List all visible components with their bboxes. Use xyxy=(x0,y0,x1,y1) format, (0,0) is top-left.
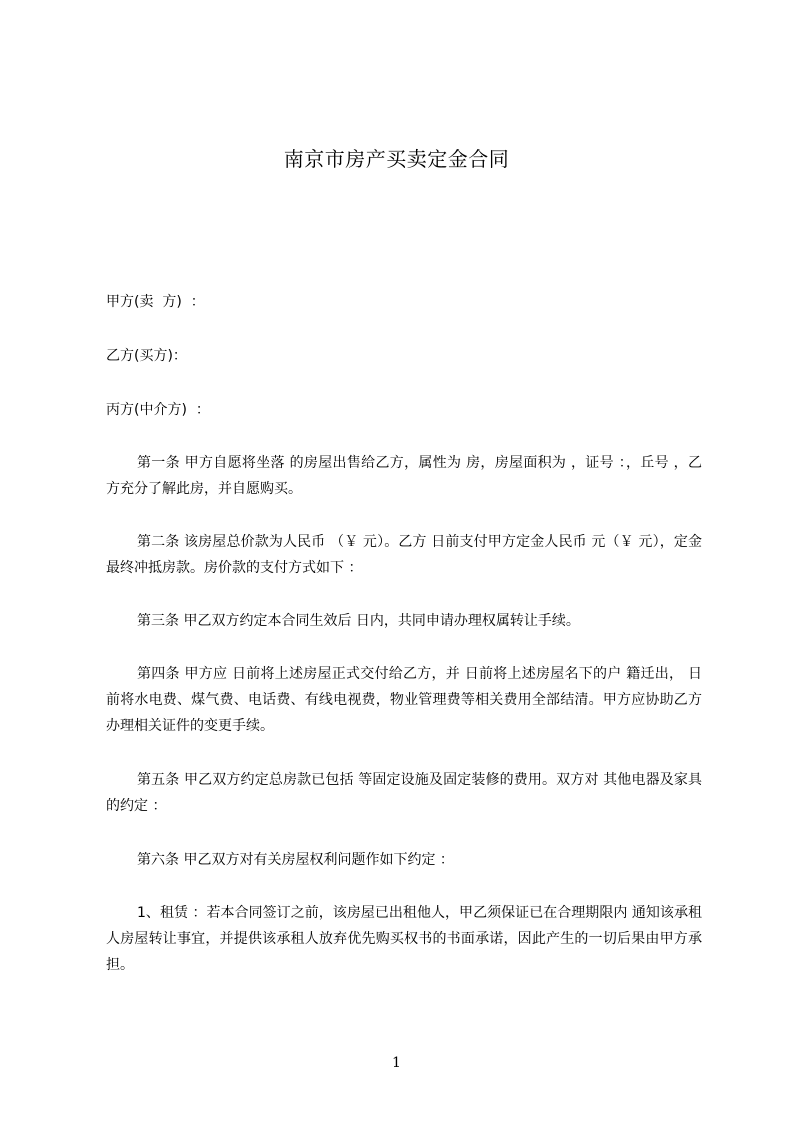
clause-4: 第四条 甲方应 日前将上述房屋正式交付给乙方，并 日前将上述房屋名下的户 籍迁出， 日前将水电费、煤气费、电话费、有线电视费，物业管理费等相关费用全部结清。甲方应协助乙方办理相关证件的变更手续。 xyxy=(106,666,702,734)
document-title: 南京市房产买卖定金合同 xyxy=(283,147,510,171)
party-seller: 甲方(卖 方) ： xyxy=(106,294,205,310)
party-buyer: 乙方(买方)： xyxy=(106,348,187,364)
clause-6: 第六条 甲乙双方对有关房屋权利问题作如下约定 ： xyxy=(137,852,454,868)
clause-6-item-1: 1、租赁 ：若本合同签订之前，该房屋已出租他人，甲乙须保证已在合理期限内 通知该承租人房屋转让事宜，并提供该承租人放弃优先购买权书的书面承诺，因此产生的一切后果由甲方承担。 xyxy=(106,905,702,973)
clause-1: 第一条 甲方自愿将坐落 的房屋出售给乙方，属性为 房，房屋面积为 ，证号 ：，丘号 ，乙方充分了解此房，并自愿购买。 xyxy=(106,455,702,497)
page-number: 1 xyxy=(392,1055,401,1071)
clause-5: 第五条 甲乙双方约定总房款已包括 等固定设施及固定装修的费用。双方对 其他电器及家具的约定 ： xyxy=(106,772,702,814)
clause-2: 第二条 该房屋总价款为人民币 （￥ 元）。乙方 日前支付甲方定金人民币 元（￥ 元），定金最终冲抵房款。房价款的支付方式如下 ： xyxy=(106,534,702,576)
party-agent: 丙方(中介方) ： xyxy=(106,402,210,418)
clause-3: 第三条 甲乙双方约定本合同生效后 日内，共同申请办理权属转让手续。 xyxy=(137,613,580,629)
